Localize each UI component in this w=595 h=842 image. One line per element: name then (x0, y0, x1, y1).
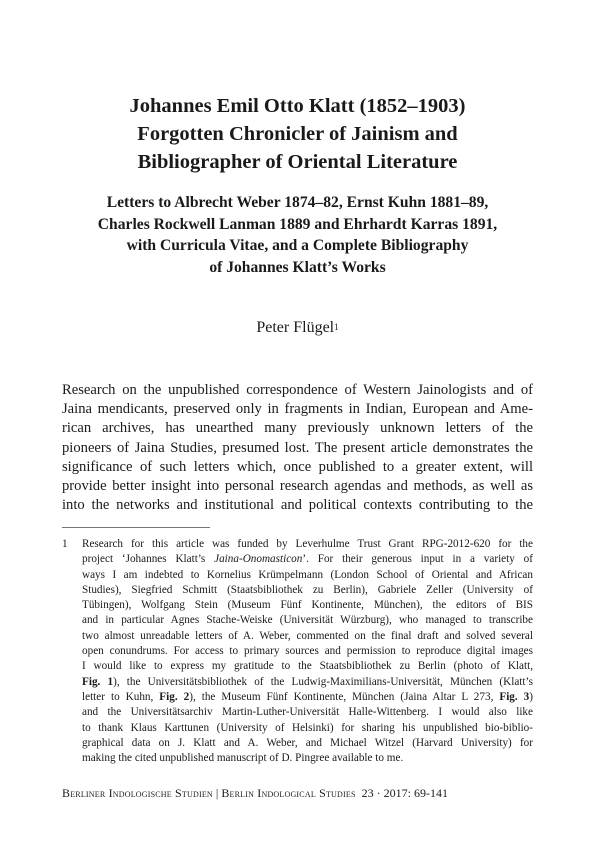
footnote-line (82, 552, 533, 567)
figure-ref[interactable]: Fig. 1 (82, 675, 114, 688)
journal-name-de: Berliner Indologische Studien (62, 786, 213, 800)
footnote-line: Tübingen), Wolfgang Stein (Museum Fünf Kontinente, München), the editors of BIS (82, 599, 533, 612)
footnote-line: two almost unreadable letters of A. Weber, commented on the final draft and solved several (82, 629, 533, 642)
footnote-line-part: ), the Universitätsbibliothek of the Ludwig-Maximilians-Universität, München (Klatt’s (113, 675, 533, 688)
subtitle-line: with Curricula Vitae, and a Complete Bibliography (126, 237, 469, 254)
body-line: Jaina mendicants, preserved only in fragments in Indian, European and Ame- (62, 401, 533, 418)
footnote-line: graphical data on J. Klatt and A. Weber, and Michael Witzel (Harvard University) for (82, 736, 533, 749)
footnote-divider (62, 527, 210, 528)
footnote-line: I would like to express my gratitude to the Staatsbibliothek zu Berlin (photo of Klatt, (82, 660, 533, 673)
body-line: into the networks and institutional and political contexts contributing to the (62, 497, 533, 514)
body-line: Research on the unpublished correspondence of Western Jainologists and of (62, 382, 533, 398)
journal-name-en: Berlin Indological Studies (221, 786, 356, 800)
body-line: rican archives, has unearthed many previously unknown letters of the (62, 420, 533, 437)
footnote-line: open conundrums. For access to primary sources and permission to reproduce digital images (82, 645, 533, 658)
subtitle-line: Charles Rockwell Lanman 1889 and Ehrhardt Karras 1891, (97, 215, 498, 233)
subtitle-line: of Johannes Klatt’s Works (209, 258, 386, 276)
subtitle-line: Letters to Albrecht Weber 1874–82, Ernst Kuhn 1881–89, (106, 194, 489, 211)
footnote-line-part: letter to Kuhn, (82, 690, 160, 703)
footnote-line: making the cited unpublished manuscript of D. Pingree available to me. (82, 752, 404, 765)
footnote-text (82, 537, 533, 766)
footnote-line: and in particular Agnes Stache-Weiske (Universität Würzburg), who managed to transcribe (82, 614, 533, 627)
footnote-line: and the Universitätsarchiv Martin-Luther-Universität Halle-Wittenberg. I would also like (82, 706, 533, 719)
footnote-number: 1 (62, 538, 68, 550)
footnote-line (82, 690, 533, 705)
figure-ref[interactable]: Fig. 2 (159, 690, 190, 703)
footnote-line-part: ), the Museum Fünf Kontinente, München (Jaina Altar L 273, (189, 690, 500, 703)
footnote-line (82, 675, 533, 690)
article-title (60, 92, 535, 176)
footer-separator: | (212, 786, 222, 800)
title-line: Forgotten Chronicler of Jainism and (137, 123, 458, 145)
author-line (0, 318, 595, 338)
body-line: pioneers of Jaina Studies, presumed lost. The present article demonstrates the (62, 439, 533, 456)
body-line: significance of such letters which, once published to a greater extent, will (62, 458, 533, 475)
body-line: provide better insight into personal research agendas and methods, as well as (62, 478, 533, 495)
article-subtitle (60, 192, 535, 278)
issue-pages: 23 · 2017: 69-141 (361, 786, 448, 800)
footnote-line: Research for this article was funded by Leverhulme Trust Grant RPG-2012-620 for the (82, 538, 533, 550)
title-line: Johannes Emil Otto Klatt (1852–1903) (129, 95, 466, 117)
footnote-line-part: project ‘Johannes Klatt’s (82, 553, 215, 566)
running-footer (62, 786, 533, 800)
figure-ref[interactable]: Fig. 3 (499, 690, 530, 703)
footnote-line: to thank Klaus Karttunen (University of Helsinki) for sharing his unpublished bio-biblio- (82, 721, 533, 734)
title-line: Bibliographer of Oriental Literature (137, 151, 458, 173)
footnote-italic-title: Jaina-Onomasticon (214, 553, 303, 566)
footnote-line: Studies), Siegfried Schmitt (Staatsbibliothek zu Berlin), Gabriele Zeller (University of (82, 583, 533, 596)
author-name: Peter Flügel (256, 319, 335, 336)
footnote-line-part: ) (529, 690, 534, 703)
abstract-paragraph (62, 381, 533, 515)
footnote-line: ways I am indebted to Kornelius Krümpelmann (London School of Oriental and African (82, 568, 533, 581)
footnote-line-part: ’. For their generous input in a variety of (302, 553, 533, 566)
footnote-marker[interactable]: 1 (334, 322, 339, 332)
